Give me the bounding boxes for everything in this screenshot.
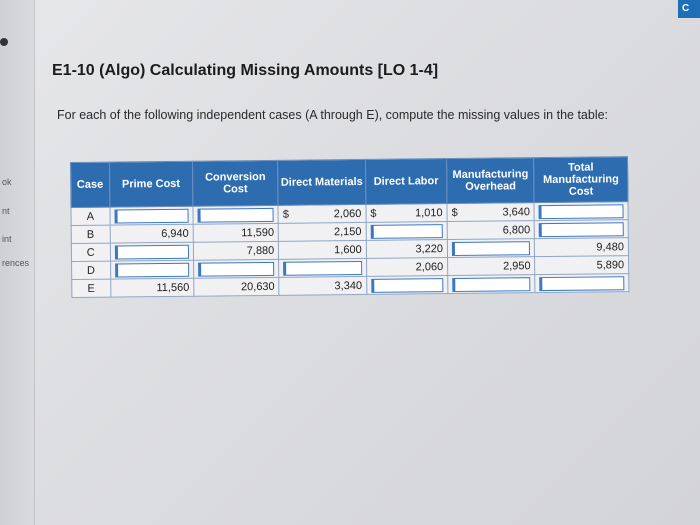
col-header-total-manufacturing-cost: Total Manufacturing Cost [534, 157, 628, 203]
total-manufacturing-cost-input[interactable] [535, 274, 629, 293]
instructions-text: For each of the following independent cases (A through E), compute the missing values in the table: [57, 108, 609, 122]
prime-cost-value: 6,940 [110, 224, 194, 243]
direct-labor-value: 3,220 [366, 240, 447, 259]
header-row [71, 157, 628, 208]
total-manufacturing-cost-input[interactable] [535, 220, 629, 239]
total-manufacturing-cost-value: 5,890 [535, 256, 629, 275]
corner-button[interactable]: C [678, 0, 700, 18]
answer-input[interactable] [283, 260, 362, 275]
currency-symbol: $ [282, 208, 290, 221]
bullet-icon [0, 38, 8, 46]
total-manufacturing-cost-value: 9,480 [535, 238, 629, 257]
col-header-manufacturing-overhead: Manufacturing Overhead [447, 158, 535, 204]
case-label: C [71, 243, 110, 261]
manufacturing-overhead-value: 2,950 [448, 257, 536, 276]
case-label: E [72, 279, 111, 297]
direct-labor-value: 2,060 [366, 258, 447, 277]
direct-labor-cell [366, 204, 447, 223]
manufacturing-overhead-cell [447, 203, 535, 222]
direct-materials-cell [278, 204, 366, 223]
direct-labor-input[interactable] [366, 276, 447, 295]
conversion-cost-input[interactable] [193, 259, 279, 278]
direct-materials-value: 2,060 [333, 207, 362, 220]
answer-input[interactable] [114, 208, 188, 223]
answer-input[interactable] [539, 222, 624, 237]
direct-materials-value: 3,340 [279, 276, 367, 295]
prime-cost-value: 11,560 [110, 278, 194, 297]
answer-input[interactable] [539, 204, 624, 219]
answer-input[interactable] [114, 244, 188, 259]
case-label: A [71, 207, 110, 225]
col-header-prime-cost: Prime Cost [109, 161, 193, 207]
answer-input[interactable] [452, 277, 531, 292]
total-manufacturing-cost-input[interactable] [534, 202, 628, 221]
conversion-cost-value: 11,590 [193, 223, 279, 242]
col-header-case: Case [71, 162, 110, 207]
answer-input[interactable] [371, 278, 443, 293]
manufacturing-overhead-value: 6,800 [447, 221, 535, 240]
col-header-conversion-cost: Conversion Cost [192, 160, 278, 206]
direct-materials-input[interactable] [279, 258, 367, 277]
direct-materials-value: 1,600 [279, 240, 367, 259]
col-header-direct-materials: Direct Materials [278, 159, 366, 205]
prime-cost-input[interactable] [110, 242, 194, 261]
conversion-cost-value: 7,880 [193, 241, 279, 260]
direct-labor-value: 1,010 [415, 206, 443, 219]
sidebar-item-ok[interactable]: ok [2, 177, 12, 187]
col-header-direct-labor: Direct Labor [365, 159, 447, 205]
currency-symbol: $ [370, 207, 377, 220]
case-label: D [72, 261, 111, 279]
direct-labor-input[interactable] [366, 222, 447, 241]
direct-materials-value: 2,150 [278, 222, 366, 241]
sidebar-item-nt[interactable]: nt [2, 206, 10, 216]
currency-symbol: $ [451, 206, 458, 219]
side-panel [0, 0, 35, 525]
answer-input[interactable] [540, 276, 625, 291]
page-title: E1-10 (Algo) Calculating Missing Amounts [LO 1-4] [52, 62, 439, 79]
manufacturing-overhead-value: 3,640 [502, 205, 531, 218]
manufacturing-overhead-input[interactable] [447, 239, 535, 258]
conversion-cost-value: 20,630 [194, 277, 280, 296]
answer-input[interactable] [370, 224, 442, 239]
missing-amounts-table [70, 156, 629, 298]
conversion-cost-input[interactable] [193, 205, 279, 224]
answer-input[interactable] [115, 262, 189, 277]
sidebar-item-int[interactable]: int [2, 234, 12, 244]
sidebar-item-references[interactable]: rences [2, 258, 30, 268]
answer-input[interactable] [198, 261, 275, 276]
manufacturing-overhead-input[interactable] [448, 275, 536, 294]
case-label: B [71, 225, 110, 243]
prime-cost-input[interactable] [110, 206, 194, 225]
answer-input[interactable] [197, 207, 274, 222]
answer-input[interactable] [452, 241, 531, 256]
prime-cost-input[interactable] [110, 260, 194, 279]
